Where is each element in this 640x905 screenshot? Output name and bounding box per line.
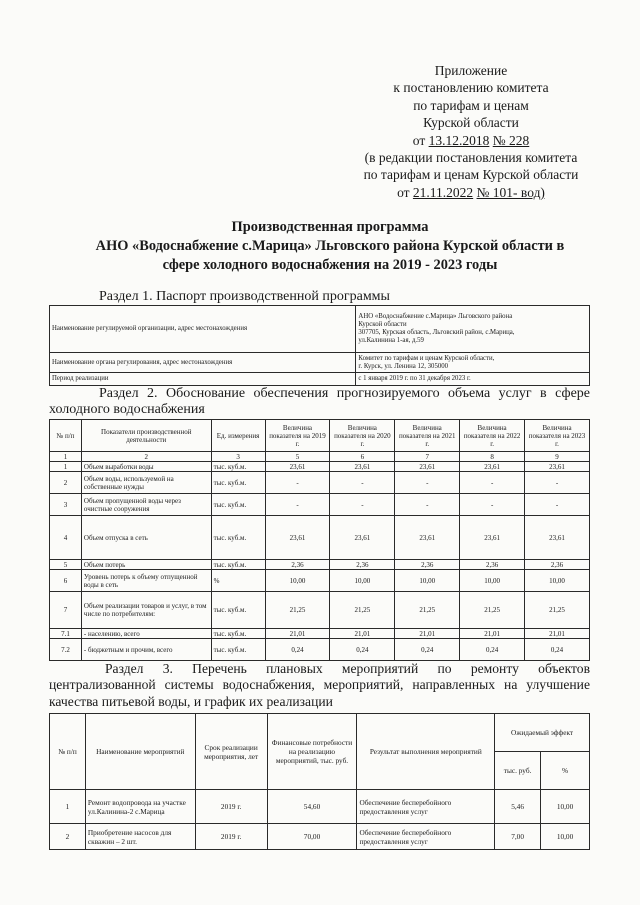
volume-header-cell: Ед. измерения bbox=[211, 420, 265, 452]
volume-colnum-row bbox=[50, 452, 590, 462]
volume-row-value: 10,00 bbox=[330, 570, 395, 592]
volume-colnum-cell: 6 bbox=[330, 452, 395, 462]
volume-row-value: 21,01 bbox=[265, 629, 330, 639]
volume-row-num: 4 bbox=[50, 516, 82, 560]
volume-row-num: 5 bbox=[50, 560, 82, 570]
volume-row-value: 2,36 bbox=[265, 560, 330, 570]
volume-row-value: - bbox=[525, 472, 590, 494]
appendix-line-2: к постановлению комитета bbox=[393, 80, 549, 96]
document-title bbox=[50, 218, 610, 275]
volume-row-value: 0,24 bbox=[460, 639, 525, 661]
col-name-header: Наименование мероприятий bbox=[85, 714, 195, 790]
volume-row-unit: тыс. куб.м. bbox=[211, 494, 265, 516]
volume-row-num: 7.2 bbox=[50, 639, 82, 661]
section3-heading-line-3: качества питьевой воды, и график их реализации bbox=[49, 693, 333, 709]
passport-value-line: Комитет по тарифам и ценам Курской области, bbox=[358, 354, 495, 362]
measure-name: Ремонт водопровода на участке ул.Калинина-2 с.Марица bbox=[85, 790, 195, 824]
volume-row-name: Объем пропущенной воды через очистные сооружения bbox=[81, 494, 211, 516]
passport-value-line: АНО «Водоснабжение с.Марица» Льговского района bbox=[358, 313, 513, 320]
volume-row-value: - bbox=[330, 494, 395, 516]
volume-row-name: Уровень потерь к объему отпущенной воды в сеть bbox=[81, 570, 211, 592]
volume-row bbox=[50, 592, 590, 629]
measure-result: Обеспечение бесперебойного предоставления услуг bbox=[357, 790, 495, 824]
appendix-line-6: (в редакции постановления комитета bbox=[364, 150, 578, 166]
volume-row-value: 23,61 bbox=[330, 462, 395, 472]
measure-effect-pct: 10,00 bbox=[541, 824, 590, 850]
measure-term: 2019 г. bbox=[195, 790, 267, 824]
volume-row-num: 2 bbox=[50, 472, 82, 494]
passport-value-line: Курской области bbox=[358, 321, 407, 328]
volume-header-cell: Величина показателя на 2019 г. bbox=[265, 420, 330, 452]
measure-need: 70,00 bbox=[267, 824, 357, 850]
revision-number: № 101- вод) bbox=[476, 184, 545, 200]
volume-header-cell: Показатели производственной деятельности bbox=[81, 420, 211, 452]
measure-need: 54,60 bbox=[267, 790, 357, 824]
measure-num: 1 bbox=[50, 790, 86, 824]
appendix-line-3: по тарифам и ценам bbox=[413, 97, 529, 113]
passport-label: Наименование регулируемой организации, адрес местонахождения bbox=[50, 306, 356, 353]
volume-row-value: 21,25 bbox=[265, 592, 330, 629]
volume-header-cell: Величина показателя на 2022 г. bbox=[460, 420, 525, 452]
volume-colnum-cell: 5 bbox=[265, 452, 330, 462]
volume-row-value: 0,24 bbox=[395, 639, 460, 661]
volume-colnum-cell: 3 bbox=[211, 452, 265, 462]
volume-row-name: - бюджетным и прочим, всего bbox=[81, 639, 211, 661]
col-effect-rub-header: тыс. руб. bbox=[495, 752, 541, 790]
volume-row-unit: % bbox=[211, 570, 265, 592]
volume-colnum-cell: 8 bbox=[460, 452, 525, 462]
appendix-line-4: Курской области bbox=[423, 115, 519, 131]
volume-row-value: 23,61 bbox=[525, 516, 590, 560]
measure-name: Приобретение насосов для скважин – 2 шт. bbox=[85, 824, 195, 850]
appendix-number: № 228 bbox=[492, 132, 530, 148]
volume-colnum-cell: 1 bbox=[50, 452, 82, 462]
volume-colnum-cell: 7 bbox=[395, 452, 460, 462]
volume-row-value: 23,61 bbox=[395, 516, 460, 560]
appendix-date: 13.12.2018 bbox=[428, 132, 490, 148]
volume-row-value: 21,01 bbox=[460, 629, 525, 639]
section3-heading-line-1: Раздел 3. Перечень плановых мероприятий по ремонту объектов bbox=[105, 661, 590, 676]
revision-date: 21.11.2022 bbox=[412, 184, 474, 200]
volume-row-value: - bbox=[395, 494, 460, 516]
measure-effect-pct: 10,00 bbox=[541, 790, 590, 824]
passport-label: Период реализации bbox=[50, 373, 356, 386]
measure-row bbox=[50, 790, 590, 824]
volume-row-name: Объем воды, используемой на собственные нужды bbox=[81, 472, 211, 494]
volume-row bbox=[50, 629, 590, 639]
volume-row-num: 7.1 bbox=[50, 629, 82, 639]
volume-header-cell: Величина показателя на 2021 г. bbox=[395, 420, 460, 452]
volume-row-unit: тыс. куб.м. bbox=[211, 462, 265, 472]
section1-heading: Раздел 1. Паспорт производственной программы bbox=[99, 289, 390, 304]
volume-row-value: 0,24 bbox=[330, 639, 395, 661]
volume-row-value: 21,01 bbox=[395, 629, 460, 639]
volume-row-num: 7 bbox=[50, 592, 82, 629]
volume-row-value: 0,24 bbox=[525, 639, 590, 661]
volume-row-num: 3 bbox=[50, 494, 82, 516]
volume-row bbox=[50, 560, 590, 570]
volume-row-value: 0,24 bbox=[265, 639, 330, 661]
passport-value-line: с 1 января 2019 г. по 31 декабря 2023 г. bbox=[358, 375, 471, 382]
volume-row-value: 21,25 bbox=[330, 592, 395, 629]
title-line-1: Производственная программа bbox=[231, 219, 429, 235]
col-term-header: Срок реализации мероприятия, лет bbox=[195, 714, 267, 790]
volume-row-value: 10,00 bbox=[460, 570, 525, 592]
col-effect-header: Ожидаемый эффект bbox=[495, 714, 590, 752]
section2-heading-line-2: холодного водоснабжения bbox=[49, 402, 205, 417]
measure-row bbox=[50, 824, 590, 850]
volume-row-unit: тыс. куб.м. bbox=[211, 629, 265, 639]
measure-result: Обеспечение бесперебойного предоставления услуг bbox=[357, 824, 495, 850]
volume-row-value: 21,25 bbox=[525, 592, 590, 629]
volume-row bbox=[50, 639, 590, 661]
volume-row bbox=[50, 570, 590, 592]
col-num-header: № п/п bbox=[50, 714, 86, 790]
volume-row-unit: тыс. куб.м. bbox=[211, 639, 265, 661]
volume-row-name: Объем реализации товаров и услуг, в том числе по потребителям: bbox=[81, 592, 211, 629]
volume-row-value: 23,61 bbox=[395, 462, 460, 472]
col-result-header: Результат выполнения мероприятий bbox=[357, 714, 495, 790]
volume-row-value: 21,25 bbox=[460, 592, 525, 629]
volume-row-name: Объем выработки воды bbox=[81, 462, 211, 472]
volume-row-value: 21,25 bbox=[395, 592, 460, 629]
measure-effect-rub: 5,46 bbox=[495, 790, 541, 824]
appendix-header bbox=[340, 62, 602, 201]
volume-row-value: 10,00 bbox=[395, 570, 460, 592]
volume-row-value: - bbox=[330, 472, 395, 494]
volume-row-value: - bbox=[460, 494, 525, 516]
volume-row-value: 21,01 bbox=[330, 629, 395, 639]
volume-row-value: - bbox=[525, 494, 590, 516]
passport-label: Наименование органа регулирования, адрес местонахождения bbox=[50, 353, 356, 373]
volume-colnum-cell: 9 bbox=[525, 452, 590, 462]
volume-header-cell: № п/п bbox=[50, 420, 82, 452]
volume-row-value: - bbox=[265, 494, 330, 516]
revision-prefix: от bbox=[397, 184, 410, 200]
volume-row-value: 23,61 bbox=[330, 516, 395, 560]
passport-value-line: ул.Калинина 1-ая, д.59 bbox=[358, 337, 424, 344]
section3-heading bbox=[49, 661, 590, 710]
volume-row-unit: тыс. куб.м. bbox=[211, 472, 265, 494]
volume-row-value: - bbox=[460, 472, 525, 494]
passport-value-line: г. Курск, ул. Ленина 12, 305000 bbox=[358, 362, 449, 370]
volume-row-value: 10,00 bbox=[265, 570, 330, 592]
volume-row bbox=[50, 462, 590, 472]
volume-row-num: 1 bbox=[50, 462, 82, 472]
volume-row-num: 6 bbox=[50, 570, 82, 592]
volume-row-value: 10,00 bbox=[525, 570, 590, 592]
appendix-line-1: Приложение bbox=[434, 63, 508, 78]
volume-row bbox=[50, 472, 590, 494]
volume-header-cell: Величина показателя на 2020 г. bbox=[330, 420, 395, 452]
section3-heading-line-2: централизованной системы водоснабжения, мероприятий, направленных на улучшение bbox=[49, 677, 590, 693]
passport-value bbox=[356, 353, 590, 373]
section2-heading-line-1: Раздел 2. Обоснование обеспечения прогнозируемого объема услуг в сфере bbox=[99, 386, 590, 401]
volume-row-value: 23,61 bbox=[460, 462, 525, 472]
passport-row bbox=[50, 373, 590, 386]
volume-row-value: 2,36 bbox=[395, 560, 460, 570]
volume-table bbox=[49, 419, 590, 661]
measure-term: 2019 г. bbox=[195, 824, 267, 850]
title-line-3: сфере холодного водоснабжения на 2019 - 2023 годы bbox=[162, 257, 498, 273]
volume-row-value: - bbox=[395, 472, 460, 494]
volume-row-name: Объем потерь bbox=[81, 560, 211, 570]
passport-row bbox=[50, 353, 590, 373]
appendix-line-8 bbox=[340, 184, 602, 201]
volume-row bbox=[50, 516, 590, 560]
measure-num: 2 bbox=[50, 824, 86, 850]
measures-table bbox=[49, 713, 590, 850]
passport-value-line: 307705, Курская область, Льговский район, с.Марица, bbox=[358, 329, 515, 336]
volume-row-value: 2,36 bbox=[525, 560, 590, 570]
col-need-header: Финансовые потребности на реализацию мероприятий, тыс. руб. bbox=[267, 714, 357, 790]
volume-row-value: 2,36 bbox=[330, 560, 395, 570]
volume-colnum-cell: 2 bbox=[81, 452, 211, 462]
appendix-line-7: по тарифам и ценам Курской области bbox=[363, 167, 579, 183]
passport-row bbox=[50, 306, 590, 353]
volume-row-name: Объем отпуска в сеть bbox=[81, 516, 211, 560]
passport-table bbox=[49, 305, 590, 386]
volume-row-value: 23,61 bbox=[265, 462, 330, 472]
volume-row-value: 2,36 bbox=[460, 560, 525, 570]
volume-row-value: 21,01 bbox=[525, 629, 590, 639]
volume-row-unit: тыс. куб.м. bbox=[211, 592, 265, 629]
volume-row-value: 23,61 bbox=[460, 516, 525, 560]
passport-value bbox=[356, 373, 590, 386]
appendix-prefix: от bbox=[412, 132, 426, 148]
appendix-line-5 bbox=[340, 132, 602, 149]
volume-row-value: 23,61 bbox=[525, 462, 590, 472]
volume-row-unit: тыс. куб.м. bbox=[211, 560, 265, 570]
volume-header-cell: Величина показателя на 2023 г. bbox=[525, 420, 590, 452]
title-line-2: АНО «Водоснабжение с.Марица» Льговского района Курской области в bbox=[95, 238, 565, 254]
volume-header-row bbox=[50, 420, 590, 452]
volume-row-value: 23,61 bbox=[265, 516, 330, 560]
volume-row bbox=[50, 494, 590, 516]
measure-effect-rub: 7,00 bbox=[495, 824, 541, 850]
passport-value bbox=[356, 306, 590, 353]
volume-row-name: - населению, всего bbox=[81, 629, 211, 639]
volume-row-unit: тыс. куб.м. bbox=[211, 516, 265, 560]
col-effect-pct-header: % bbox=[541, 752, 590, 790]
volume-row-value: - bbox=[265, 472, 330, 494]
